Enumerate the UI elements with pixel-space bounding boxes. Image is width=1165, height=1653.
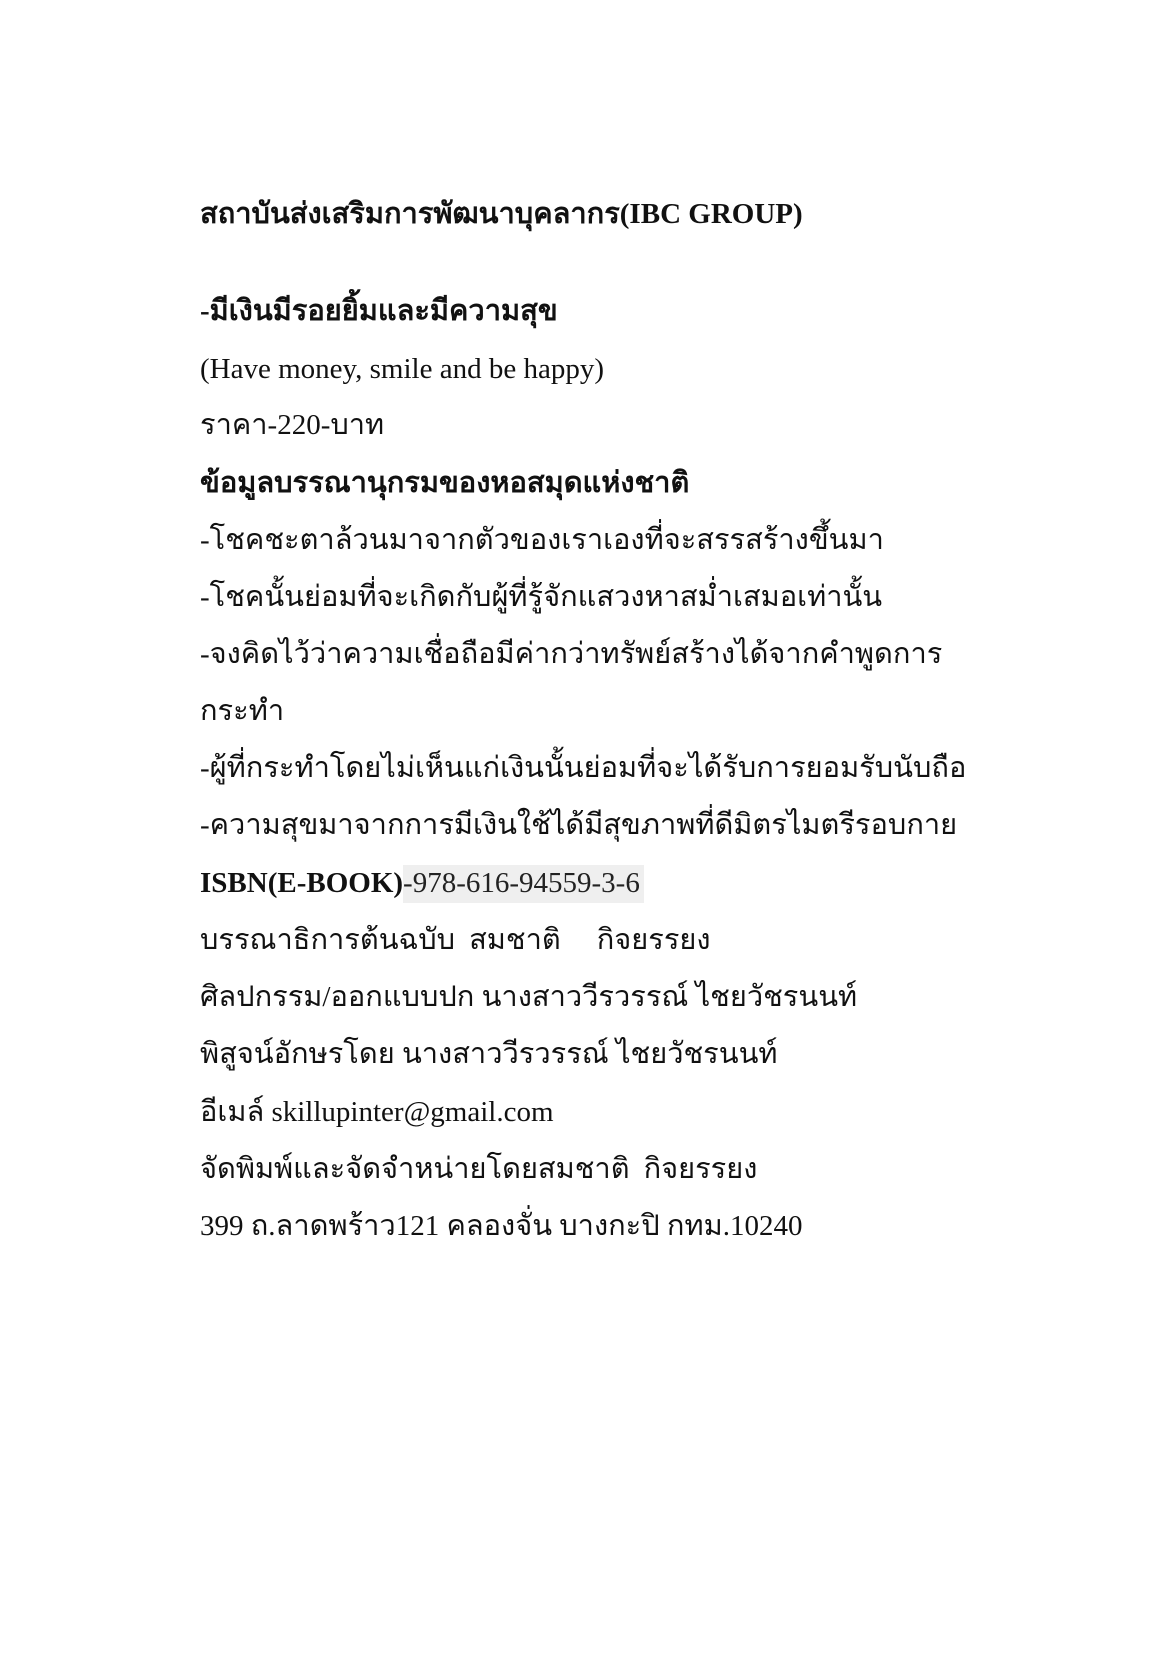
proofreader-label: พิสูจน์อักษรโดย [200, 1038, 395, 1070]
email-line [200, 1094, 554, 1130]
quote-line: -โชคนั้นย่อมที่จะเกิดกับผู้ที่รู้จักแสวงหาสม่ำเสมอเท่านั้น [200, 581, 883, 613]
price-suffix: -บาท [320, 409, 385, 441]
email-address: skillupinter@gmail.com [271, 1096, 554, 1128]
art-name: นางสาววีรวรรณ์ ไชยวัชรนนท์ [481, 981, 858, 1013]
book-title-english: (Have money, smile and be happy) [200, 353, 604, 385]
price-amount: 220 [277, 409, 321, 441]
proofreader-line [200, 1036, 778, 1072]
quote-line: -ความสุขมาจากการมีเงินใช้ได้มีสุขภาพที่ดีมิตรไมตรีรอบกาย [200, 809, 958, 841]
quote-line: -จงคิดไว้ว่าความเชื่อถือมีค่ากว่าทรัพย์สร้างได้จากคำพูดการ [200, 638, 943, 670]
isbn-label: ISBN(E-BOOK) [200, 867, 404, 899]
art-label: ศิลปกรรม/ออกแบบปก [200, 981, 475, 1013]
editor-last-name: กิจยรรยง [596, 924, 711, 956]
isbn-line [200, 865, 644, 901]
distributor-name: กิจยรรยง [643, 1153, 758, 1185]
price-prefix: ราคา- [200, 409, 278, 441]
publisher-name: สถาบันส่งเสริมการพัฒนาบุคลากร(IBC GROUP) [200, 198, 803, 230]
proofreader-name: นางสาววีรวรรณ์ ไชยวัชรนนท์ [401, 1038, 778, 1070]
art-line [200, 979, 857, 1015]
editor-line [200, 922, 711, 958]
editor-first-name: สมชาติ [469, 924, 561, 956]
book-title-thai: -มีเงินมีรอยยิ้มและมีความสุข [200, 295, 558, 327]
distributor-line [200, 1151, 757, 1187]
quote-line: -ผู้ที่กระทำโดยไม่เห็นแก่เงินนั้นย่อมที่จะได้รับการยอมรับนับถือ [200, 752, 967, 784]
quote-line: กระทำ [200, 695, 285, 727]
editor-label: บรรณาธิการต้นฉบับ [200, 924, 456, 956]
isbn-number: -978-616-94559-3-6 [403, 865, 644, 903]
quote-line: -โชคชะตาล้วนมาจากตัวของเราเองที่จะสรรสร้างขึ้นมา [200, 524, 884, 556]
postal-address: 399 ถ.ลาดพร้าว121 คลองจั่น บางกะปิ กทม.10240 [200, 1210, 803, 1242]
email-label: อีเมล์ [200, 1096, 265, 1128]
distributor-text: จัดพิมพ์และจัดจำหน่ายโดยสมชาติ [200, 1153, 630, 1185]
catalog-heading: ข้อมูลบรรณานุกรมของหอสมุดแห่งชาติ [200, 467, 690, 499]
price-line [200, 407, 384, 443]
